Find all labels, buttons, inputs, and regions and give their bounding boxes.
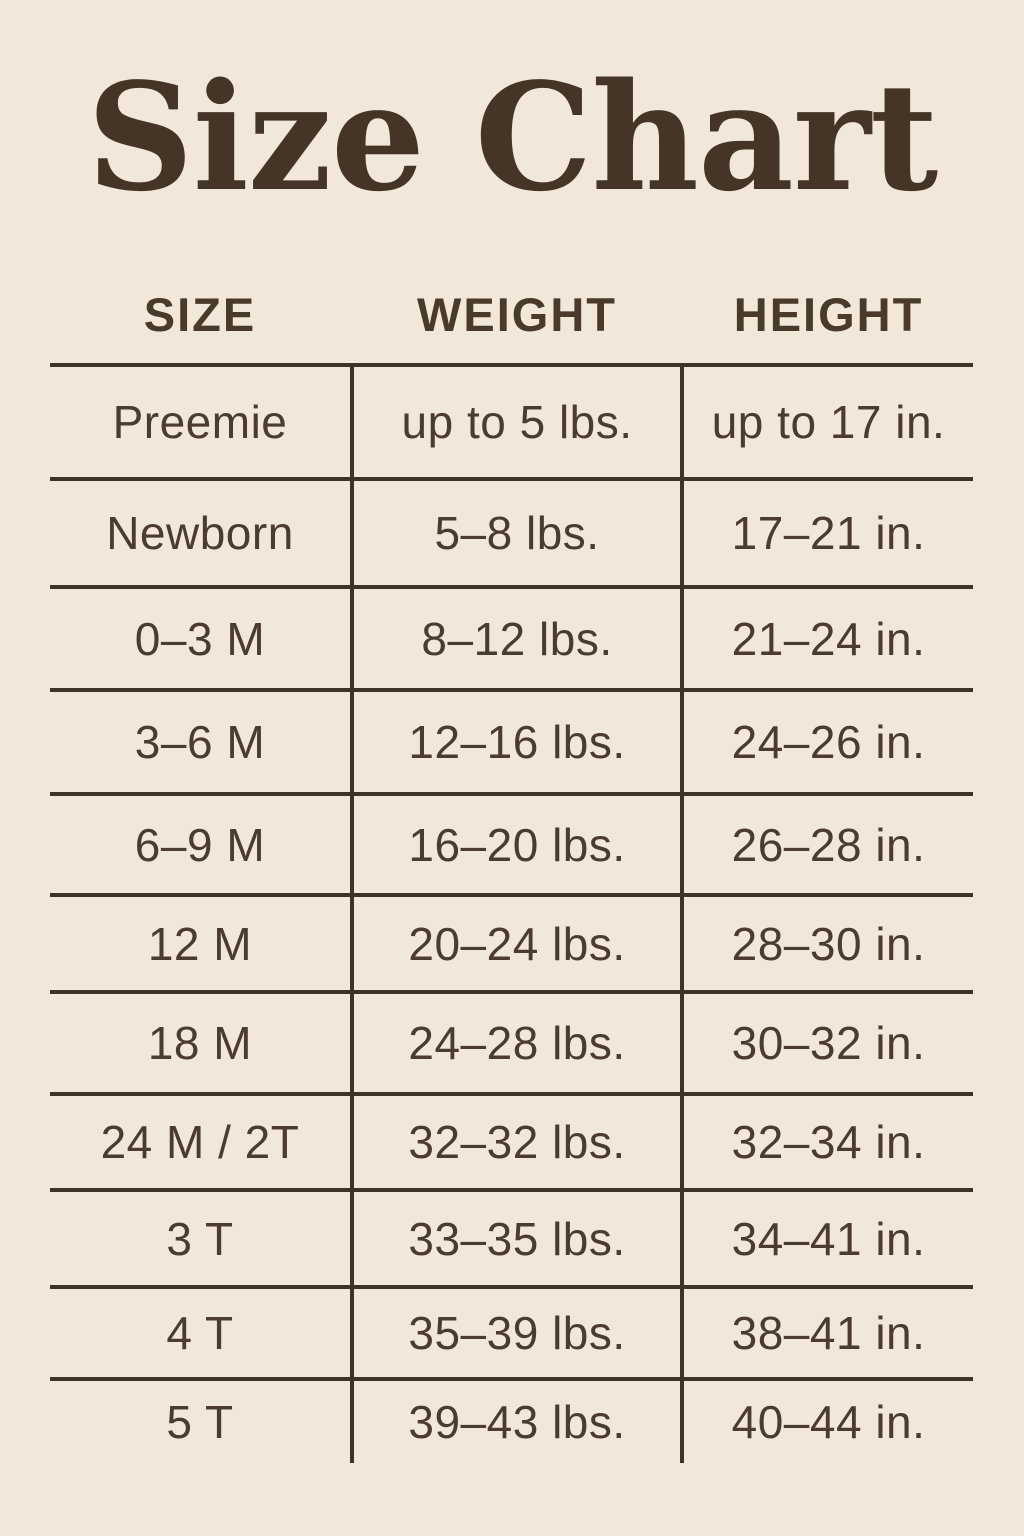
table-row [50, 1377, 973, 1463]
column-header-height: HEIGHT [733, 287, 924, 341]
height-cell: 17–21 in. [731, 507, 926, 560]
table-row [50, 990, 973, 1092]
height-cell: 24–26 in. [731, 716, 926, 769]
size-cell: 18 M [147, 1017, 253, 1070]
weight-cell: 12–16 lbs. [350, 692, 684, 792]
table-row [50, 1285, 973, 1377]
height-cell: 30–32 in. [731, 1017, 926, 1070]
weight-cell: 16–20 lbs. [350, 796, 684, 893]
size-cell: 6–9 M [134, 818, 266, 871]
height-cell: 28–30 in. [731, 917, 926, 970]
weight-cell: 35–39 lbs. [350, 1289, 684, 1377]
height-cell: 40–44 in. [731, 1396, 926, 1449]
weight-cell: 33–35 lbs. [350, 1192, 684, 1285]
table-row [50, 893, 973, 990]
size-cell: 4 T [166, 1307, 234, 1360]
table-row [50, 792, 973, 893]
weight-cell: up to 5 lbs. [350, 367, 684, 477]
height-cell: 38–41 in. [731, 1307, 926, 1360]
column-header-size: SIZE [143, 287, 257, 341]
size-cell: 5 T [166, 1396, 234, 1449]
weight-cell: 39–43 lbs. [350, 1381, 684, 1463]
weight-cell: 24–28 lbs. [350, 994, 684, 1092]
table-row [50, 585, 973, 688]
height-cell: up to 17 in. [711, 396, 946, 449]
table-row [50, 1092, 973, 1188]
size-cell: 12 M [147, 917, 253, 970]
height-cell: 32–34 in. [731, 1116, 926, 1169]
height-cell: 21–24 in. [731, 612, 926, 665]
size-table [50, 265, 973, 1463]
table-row [50, 363, 973, 477]
table-header-row [50, 265, 973, 363]
height-cell: 26–28 in. [731, 818, 926, 871]
weight-cell: 8–12 lbs. [350, 589, 684, 688]
weight-cell: 32–32 lbs. [350, 1096, 684, 1188]
weight-cell: 5–8 lbs. [350, 481, 684, 585]
weight-cell: 20–24 lbs. [350, 897, 684, 990]
size-cell: Newborn [106, 507, 294, 560]
size-cell: 3 T [166, 1212, 234, 1265]
column-header-weight: WEIGHT [417, 287, 618, 341]
table-body [50, 363, 973, 1463]
table-row [50, 477, 973, 585]
page-title: Size Chart [86, 50, 938, 224]
table-row [50, 688, 973, 792]
size-cell: 0–3 M [134, 612, 266, 665]
size-cell: 24 M / 2T [100, 1116, 300, 1169]
table-row [50, 1188, 973, 1285]
size-cell: 3–6 M [134, 716, 266, 769]
height-cell: 34–41 in. [731, 1212, 926, 1265]
size-cell: Preemie [112, 396, 288, 449]
